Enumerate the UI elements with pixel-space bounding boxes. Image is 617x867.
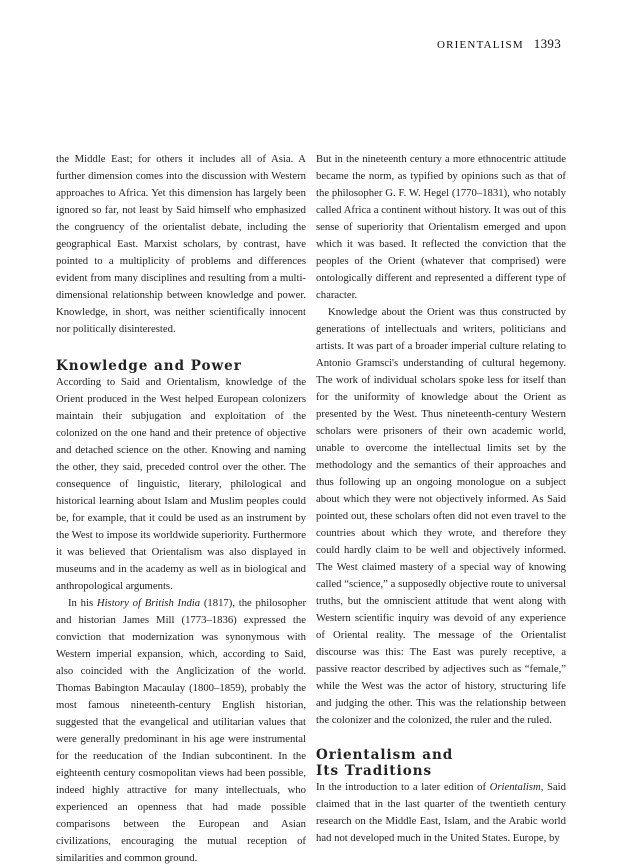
left-paragraph-3-lead: In his xyxy=(68,597,97,609)
left-paragraph-2: According to Said and Orientalism, knowledge of the Orient produced in the West helped European colonizers maintain their subjugation and exploitation of the colonized on the one hand and their pretence of objective and detached science on the other. Knowing and naming the other, they said, preceded control over the other. The consequence of linguistic, literary, philological and historical learning about Islam and Muslim peoples could be, for example, that it could be used as an instrument by the West to impose its worldwide superiority. Furthermore it was believed that Orientalism was also displayed in museums and in the academy as well as in biological and anthropological arguments. xyxy=(56,376,306,592)
right-paragraph-1: But in the nineteenth century a more ethnocentric attitude became the norm, as typified by opinions such as that of the philosopher G. F. W. Hegel (1770–1831), who notably called Africa a continent without history. It was out of this sense of superiority that Orientalism emerged and upon which it was based. It reflected the conviction that the peoples of the Orient (whatever that comprised) were ontologically different and represented a different type of character. xyxy=(316,153,566,301)
left-column xyxy=(56,151,306,867)
left-paragraph-3 xyxy=(56,595,306,867)
page-number: 1393 xyxy=(533,36,561,51)
heading-line-1: Orientalism and xyxy=(316,747,454,763)
book-title-history-of-british-india: History of British India xyxy=(96,597,201,609)
left-paragraph-1: the Middle East; for others it includes all of Asia. A further dimension comes into the discussion with Western approaches to Africa. Yet this dimension has largely been ignored so far, not least by Said himself who emphasized the congruency of the orientalist debate, including the geographical East. Marxist scholars, by contrast, have pointed to a multiplicity of problems and differences evident from many disciplines and resulting from a multi-dimensional relationship between knowledge and power. Knowledge, in short, was neither scientifically innocent nor politically disinterested. xyxy=(56,153,306,335)
running-header xyxy=(437,36,561,52)
left-paragraph-3-body: (1817), the philosopher and historian James Mill (1773–1836) expressed the conviction that modernization was synonymous with Western imperial expansion, which, according to Said, also coincided with the Anglicization of the world. Thomas Babington Macaulay (1800–1859), probably the most famous nineteenth-century English historian, suggested that the evangelical and utilitarian values that were generally predominant in his age were instrumental for the reeducation of the Indian subcontinent. In the eighteenth century cosmopolitan views had been possible, indeed highly attractive for many intellectuals, who experienced an openness that had made possible comparisons between the European and Asian civilizations, encouraging the mutual reception of similarities and common ground. xyxy=(56,597,307,864)
running-title: ORIENTALISM xyxy=(436,39,524,51)
right-paragraph-2: Knowledge about the Orient was thus constructed by generations of intellectuals and writers, politicians and artists. It was part of a broader imperial culture relating to Antonio Gramsci's understanding of cultural hegemony. The work of individual scholars spoke less for itself than for the uniformity of knowledge about the Orient as presented by the West. Thus nineteenth-century Western scholars were prisoners of their own academic world, unable to overcome the intellectual limits set by the methodology and the semantics of their approaches and thus following up an ongoing monologue on a subject about which they were not objectively informed. As Said pointed out, these scholars often did not even travel to the countries about which they wrote, and therefore they could hardly claim to be well and objectively informed. The West claimed mastery of a special way of knowing called “science,” a supposedly objective route to universal truths, but the omniscient attitude that went along with Western scientific inquiry was devoid of any experience of Oriental reality. The message of the Orientalist discourse was this: The East was purely receptive, a passive reactor described by adjectives such as “female,” while the West was the actor of history, structuring life and judging the other. This was the relationship between the colonizer and the colonized, the ruler and the ruled. xyxy=(316,306,566,726)
right-column xyxy=(316,151,566,847)
book-title-orientalism: Orientalism, xyxy=(489,781,544,793)
right-paragraph-3-body: Said claimed that in the last quarter of the twentieth century research on the Middle East, Islam, and the Arabic world had not developed much in the United States. Europe, by xyxy=(316,781,566,844)
right-paragraph-3 xyxy=(316,779,566,847)
section-heading-orientalism-and-its-traditions xyxy=(316,747,566,779)
right-paragraph-3-lead: In the introduction to a later edition of xyxy=(316,781,490,793)
section-heading-knowledge-and-power: Knowledge and Power xyxy=(56,358,242,374)
heading-line-2: Its Traditions xyxy=(316,763,433,779)
